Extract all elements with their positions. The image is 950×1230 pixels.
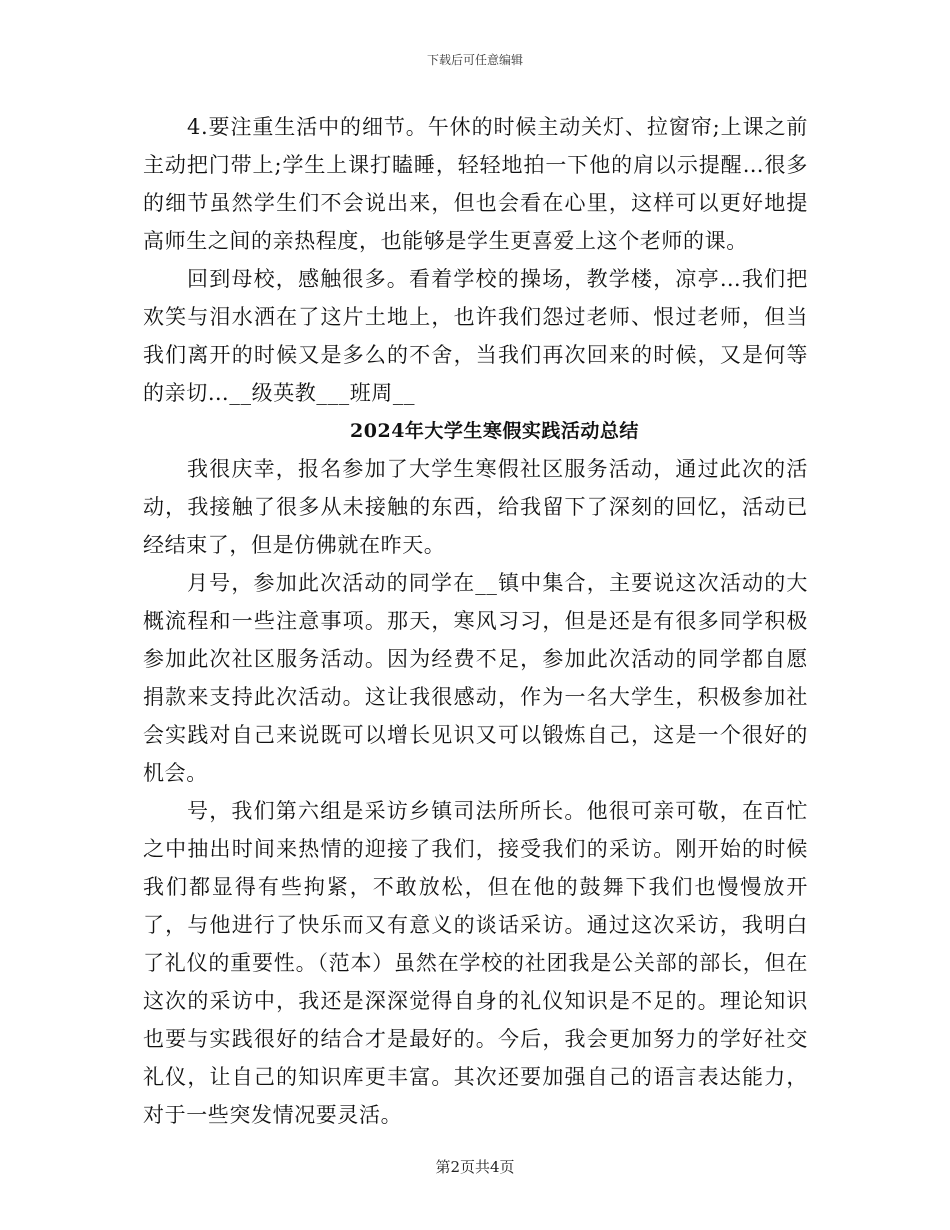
page-number: 第2页共4页 <box>435 1158 515 1176</box>
paragraph-gathering: 月号，参加此次活动的同学在__镇中集合，主要说这次活动的大概流程和一些注意事项。那天，寒风习习，但是还是有很多同学积极参加此次社区服务活动。因为经费不足，参加此次活动的同学都自愿捐款来支持此次活动。这让我很感动，作为一名大学生，积极参加社会实践对自己来说既可以增长见识又可以锻炼自己，这是一个很好的机会。 <box>143 571 808 785</box>
paragraph-alma-mater: 回到母校，感触很多。看着学校的操场，教学楼，凉亭…我们把欢笑与泪水洒在了这片土地上，也许我们怨过老师、恨过老师，但当我们离开的时候又是多么的不舍，当我们再次回来的时候，又是何等的亲切…__级英教___班周__ <box>143 267 808 405</box>
document-title: 2024年大学生寒假实践活动总结 <box>350 420 639 442</box>
paragraph-details: 4.要注重生活中的细节。午休的时候主动关灯、拉窗帘;上课之前主动把门带上;学生上课打瞌睡，轻轻地拍一下他的肩以示提醒…很多的细节虽然学生们不会说出来，但也会看在心里，这样可以更好地提高师生之间的亲热程度，也能够是学生更喜爱上这个老师的课。 <box>143 115 808 253</box>
page-header-note: 下载后可任意编辑 <box>426 53 523 67</box>
paragraph-interview: 号，我们第六组是采访乡镇司法所所长。他很可亲可敬，在百忙之中抽出时间来热情的迎接了我们，接受我们的采访。刚开始的时候我们都显得有些拘紧，不敢放松，但在他的鼓舞下我们也慢慢放开了，与他进行了快乐而又有意义的谈话采访。通过这次采访，我明白了礼仪的重要性。（范本）虽然在学校的社团我是公关部的部长，但在这次的采访中，我还是深深觉得自身的礼仪知识是不足的。理论知识也要与实践很好的结合才是最好的。今后，我会更加努力的学好社交礼仪，让自己的知识库更丰富。其次还要加强自己的语言表达能力，对于一些突发情况要灵活。 <box>143 799 808 1127</box>
document-body <box>143 108 808 1134</box>
paragraph-intro: 我很庆幸，报名参加了大学生寒假社区服务活动，通过此次的活动，我接触了很多从未接触的东西，给我留下了深刻的回忆，活动已经结束了，但是仿佛就在昨天。 <box>143 457 808 557</box>
